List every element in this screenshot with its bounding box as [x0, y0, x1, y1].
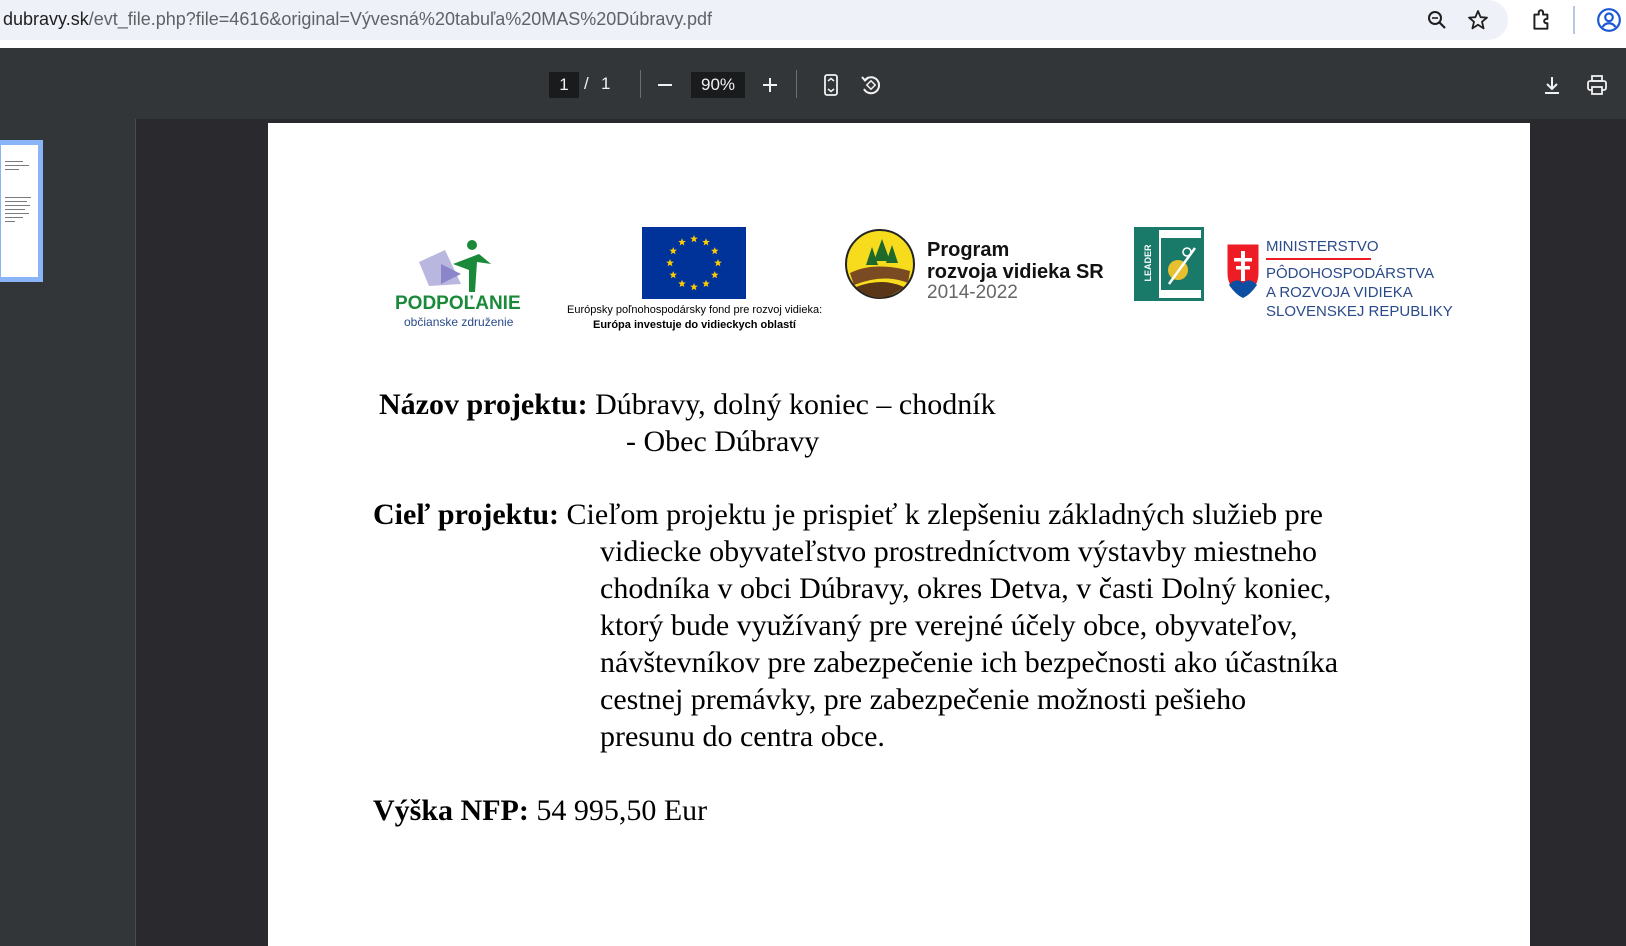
prv-title-line2: rozvoja vidieka SR: [927, 261, 1104, 283]
profile-icon[interactable]: [1596, 7, 1622, 33]
eu-caption-2: Európa investuje do vidieckych oblastí: [593, 319, 796, 331]
eu-caption-1: Európsky poľnohospodársky fond pre rozvoj vidieka:: [567, 304, 823, 316]
project-name-label: Názov projektu:: [379, 388, 588, 421]
project-goal-line: vidiecke obyvateľstvo prostredníctvom výstavby miestneho: [600, 535, 1318, 568]
project-goal-line: cestnej premávky, pre zabezpečenie možnosti pešieho: [600, 683, 1247, 716]
toolbar-divider: [796, 70, 797, 98]
page-thumbnail[interactable]: [0, 140, 43, 282]
eu-logo: [563, 227, 823, 337]
leader-emblem-icon: [1161, 238, 1201, 290]
pdf-toolbar: [0, 48, 1626, 119]
ministry-line3: A ROZVOJA VIDIEKA: [1266, 284, 1413, 301]
project-goal-label: Cieľ projektu:: [373, 498, 559, 531]
project-goal-line: Cieľom projektu je prispieť k zlepšeniu základných služieb pre: [566, 498, 1323, 531]
extensions-icon[interactable]: [1529, 7, 1555, 33]
pdf-page: [268, 123, 1530, 946]
ministry-line4: SLOVENSKEJ REPUBLIKY: [1266, 303, 1453, 320]
project-goal-line: chodníka v obci Dúbravy, okres Detva, v časti Dolný koniec,: [600, 572, 1332, 605]
download-icon[interactable]: [1539, 72, 1565, 98]
project-goal-line: ktorý bude využívaný pre verejné účely obce, obyvateľov,: [600, 609, 1298, 642]
ministry-line2: PÔDOHOSPODÁRSTVA: [1266, 265, 1435, 282]
leader-text: LEADER: [1143, 244, 1153, 282]
project-goal-line: návštevníkov pre zabezpečenie ich bezpečnosti ako účastníka: [600, 646, 1339, 679]
prv-years: 2014-2022: [927, 282, 1018, 303]
url-path: /evt_file.php?file=4616&original=Vývesná%20tabuľa%20MAS%20Dúbravy.pdf: [88, 9, 713, 29]
zoom-in-icon[interactable]: [757, 72, 783, 98]
thumbnail-sidebar: [0, 119, 136, 946]
project-goal-row: [373, 498, 1323, 532]
zoom-icon[interactable]: [1425, 8, 1449, 32]
nfp-row: [373, 794, 707, 828]
zoom-out-icon[interactable]: [652, 72, 678, 98]
page-separator: /: [584, 74, 589, 93]
print-icon[interactable]: [1584, 72, 1610, 98]
page-total: 1: [601, 74, 611, 93]
ministry-line1: MINISTERSTVO: [1266, 238, 1379, 255]
eu-flag-icon: [642, 227, 746, 299]
toolbar-divider: [640, 70, 641, 98]
project-name-value-2: - Obec Dúbravy: [626, 425, 820, 458]
nfp-value: 54 995,50 Eur: [536, 794, 708, 827]
prv-emblem-icon: [844, 227, 916, 301]
fit-page-icon[interactable]: [818, 72, 844, 98]
slovak-coat-of-arms-icon: [1226, 243, 1260, 299]
prv-title-line1: Program: [927, 239, 1010, 261]
rotate-icon[interactable]: [858, 72, 884, 98]
nfp-label: Výška NFP:: [373, 794, 529, 827]
leader-logo: [1134, 227, 1204, 301]
toolbar-separator: [1573, 6, 1575, 34]
bookmark-star-icon[interactable]: [1466, 8, 1490, 32]
browser-top-bar: [0, 0, 1626, 48]
podpolanie-logo: [395, 240, 530, 334]
address-bar[interactable]: [0, 0, 1508, 40]
prv-logo: [844, 227, 1114, 303]
ministry-logo: [1226, 238, 1453, 330]
podpolanie-name: PODPOĽANIE: [395, 293, 521, 314]
ministry-divider: [1266, 258, 1371, 260]
page-number-input[interactable]: 1: [549, 72, 579, 98]
url-host: dubravy.sk: [3, 9, 89, 29]
podpolanie-emblem-icon: [417, 240, 497, 295]
zoom-level-input[interactable]: 90%: [691, 72, 745, 98]
podpolanie-subtitle: občianske združenie: [404, 315, 514, 329]
project-name-value: Dúbravy, dolný koniec – chodník: [595, 388, 996, 421]
project-goal-line: presunu do centra obce.: [600, 720, 885, 753]
url-text[interactable]: [3, 9, 712, 30]
project-name-row: [379, 388, 996, 422]
